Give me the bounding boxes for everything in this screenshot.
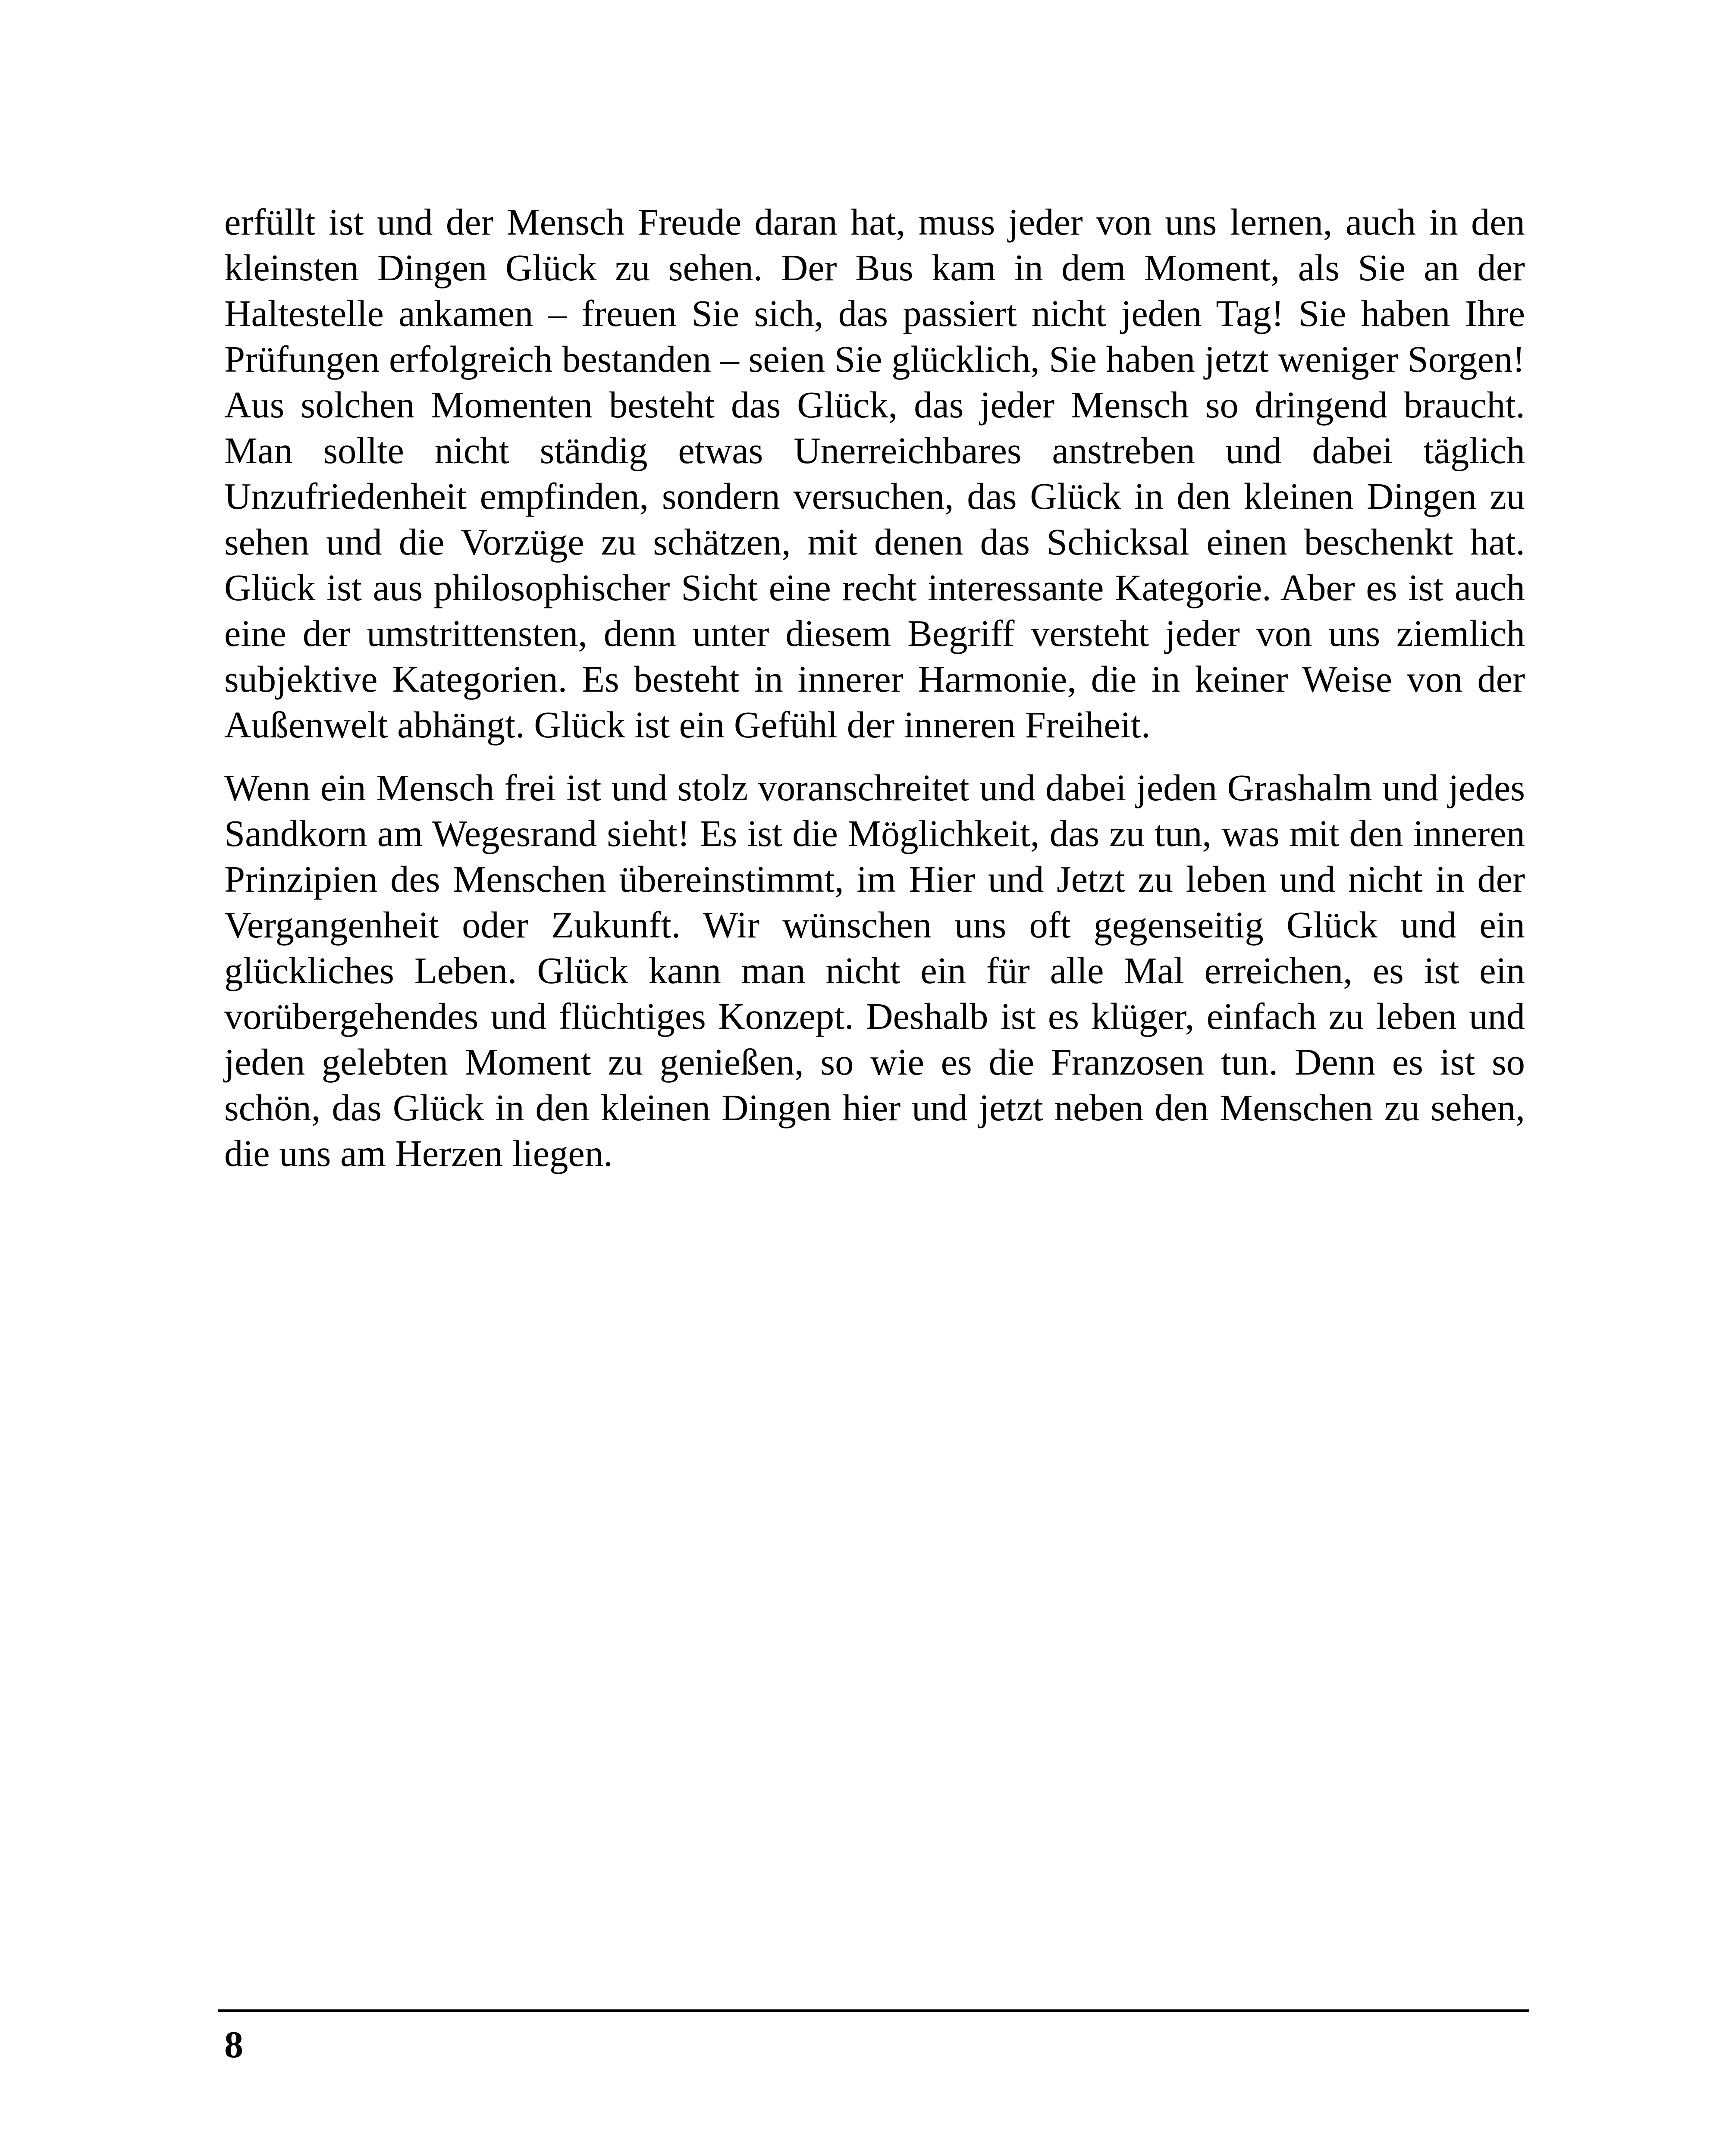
body-text — [224, 199, 1525, 1176]
page-number: 8 — [224, 2024, 243, 2066]
footer-divider — [218, 2009, 1529, 2012]
paragraph-2: Wenn ein Mensch frei ist und stolz voranschreitet und dabei jeden Grashalm und jedes Sandkorn am Wegesrand sieht! Es ist die Möglichkeit, das zu tun, was mit den inneren Prinzipien des Menschen übereinstimmt, im Hier und Jetzt zu leben und nicht in der Vergangenheit oder Zukunft. Wir wünschen uns oft gegenseitig Glück und ein glückliches Leben. Glück kann man nicht ein für alle Mal erreichen, es ist ein vorübergehendes und flüchtiges Konzept. Deshalb ist es klüger, einfach zu leben und jeden gelebten Moment zu genießen, so wie es die Franzosen tun. Denn es ist so schön, das Glück in den kleinen Dingen hier und jetzt neben den Menschen zu sehen, die uns am Herzen liegen. — [224, 767, 1525, 1174]
paragraph-1: erfüllt ist und der Mensch Freude daran hat, muss jeder von uns lernen, auch in den kleinsten Dingen Glück zu sehen. Der Bus kam in dem Moment, als Sie an der Haltestelle ankamen – freuen Sie sich, das passiert nicht jeden Tag! Sie haben Ihre Prüfungen erfolgreich bestanden – seien Sie glücklich, Sie haben jetzt weniger Sorgen! Aus solchen Momenten besteht das Glück, das jeder Mensch so dringend braucht. Man sollte nicht ständig etwas Unerreichbares anstreben und dabei täglich Unzufriedenheit empfinden, sondern versuchen, das Glück in den kleinen Dingen zu sehen und die Vorzüge zu schätzen, mit denen das Schicksal einen beschenkt hat. Glück ist aus philosophischer Sicht eine recht interessante Kategorie. Aber es ist auch eine der umstrittensten, denn unter diesem Begriff versteht jeder von uns ziemlich subjektive Kategorien. Es besteht in innerer Harmonie, die in keiner Weise von der Außenwelt abhängt. Glück ist ein Gefühl der inneren Freiheit. — [224, 201, 1525, 746]
